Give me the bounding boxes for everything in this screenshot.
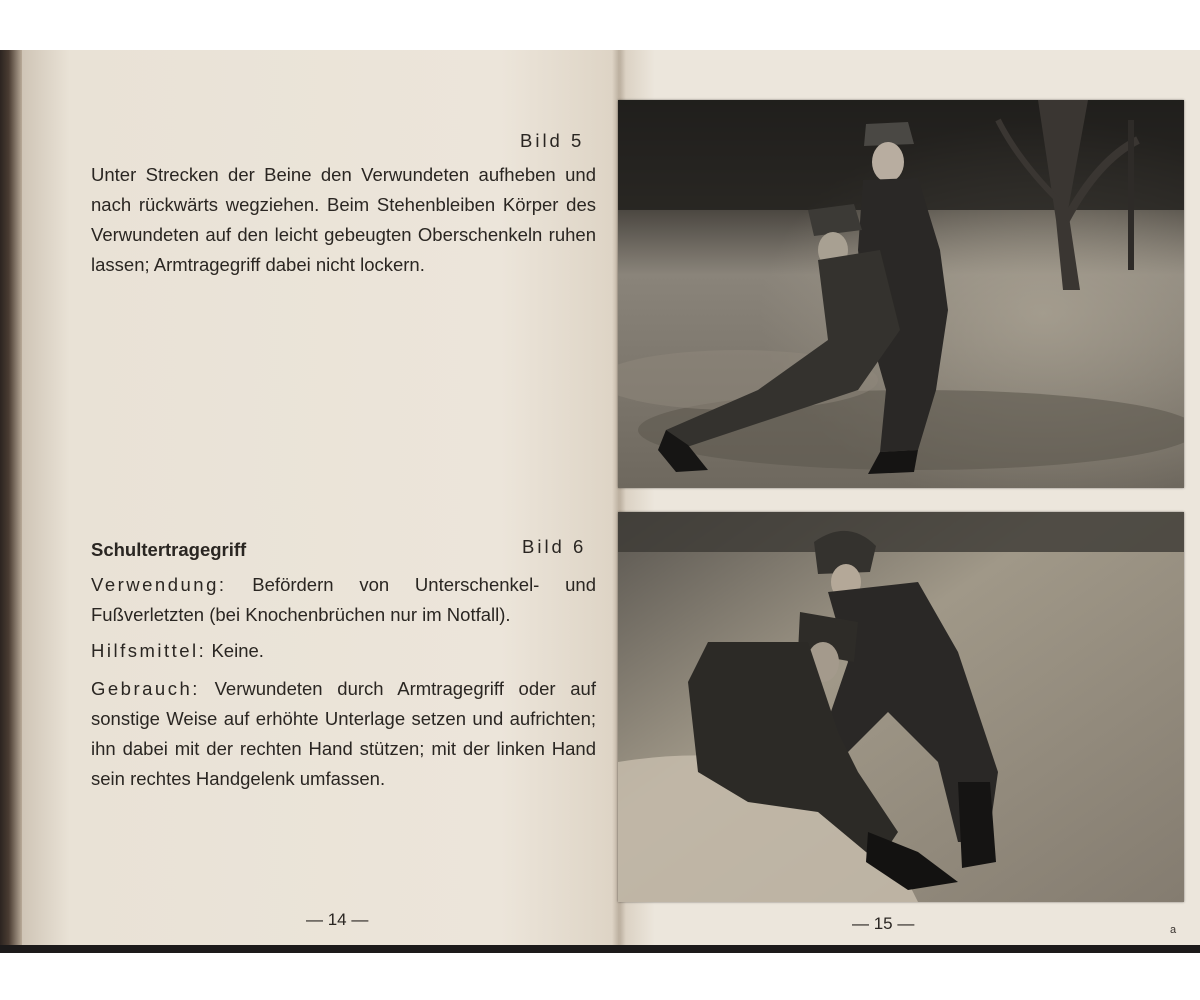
bottom-edge [0,945,1200,953]
photo-bild6 [618,512,1184,902]
bild5-label: Bild 5 [520,130,585,151]
bild5-paragraph: Unter Strecken der Beine den Verwundeten aufheben und nach rückwärts wegziehen. Beim Stehenbleiben Körper des Verwundeten auf den leicht gebeugten Oberschenkeln ruhen lassen; Armtragegriff dabei nicht lockern. [91,164,596,275]
verwendung-text: Befördern von Unterschenkel- und Fußverletzten (bei Knochenbrüchen nur im Notfall). [91,574,596,625]
photo-bild6-image [618,512,1184,902]
gebrauch-text: Verwundeten durch Armtragegriff oder auf sonstige Weise auf erhöhte Unterlage setzen und aufrichten; ihn dabei mit der rechten Hand stützen; mit der linken Hand sein rechtes Handgelenk umfassen. [91,678,596,789]
corner-mark: a [1170,924,1177,936]
photo-bild5 [618,100,1184,488]
gebrauch-label: Gebrauch: [91,678,200,699]
right-page-number: — 15 — [852,914,915,933]
left-page-number: — 14 — [306,910,369,929]
section-heading: Schultertragegriff [91,539,247,560]
photo-bild5-image [618,100,1184,488]
verwendung-label: Verwendung: [91,574,227,595]
hilfsmittel-label: Hilfsmittel: [91,640,207,661]
gebrauch-paragraph [91,674,596,794]
book-edge [0,50,22,950]
hilfsmittel-text: Keine. [211,640,264,661]
hilfsmittel-paragraph [91,636,596,666]
bild6-label: Bild 6 [522,536,587,557]
verwendung-paragraph [91,570,596,630]
